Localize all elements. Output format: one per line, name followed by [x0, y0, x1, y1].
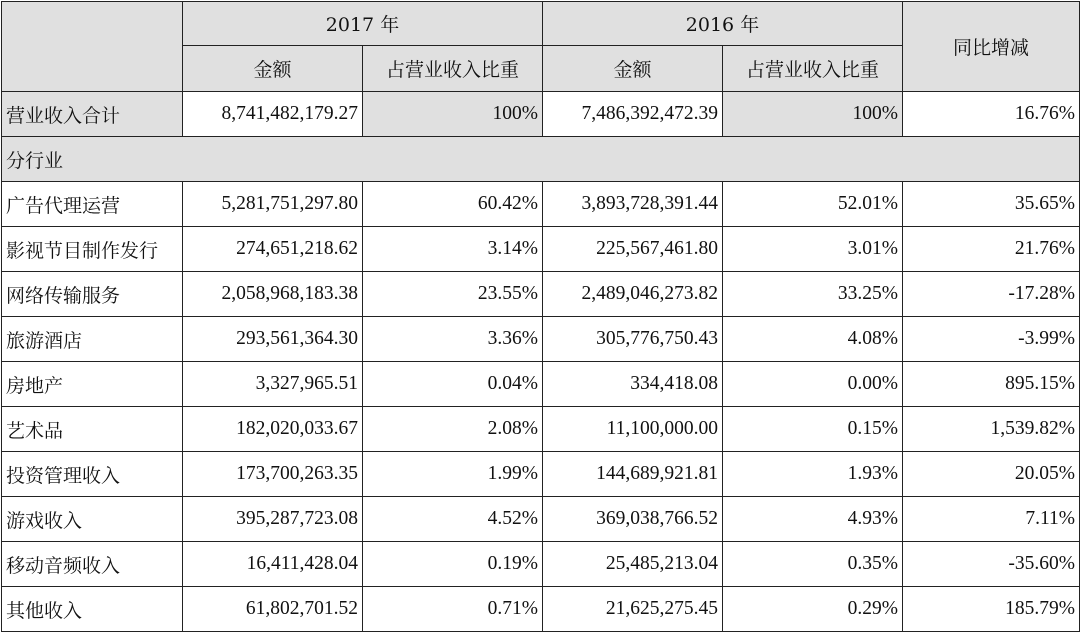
section-label: 分行业 — [2, 137, 1080, 182]
row-ratio-2017: 1.99% — [363, 452, 543, 497]
header-corner-cell — [2, 2, 183, 92]
row-change: 21.76% — [903, 227, 1080, 272]
row-amount-2016: 11,100,000.00 — [543, 407, 723, 452]
table-row — [2, 542, 1080, 587]
row-ratio-2016: 4.93% — [723, 497, 903, 542]
row-ratio-2016: 0.15% — [723, 407, 903, 452]
row-ratio-2017: 4.52% — [363, 497, 543, 542]
row-change: 895.15% — [903, 362, 1080, 407]
row-ratio-2017: 60.42% — [363, 182, 543, 227]
total-change: 16.76% — [903, 92, 1080, 137]
row-change: 20.05% — [903, 452, 1080, 497]
row-ratio-2017: 3.14% — [363, 227, 543, 272]
table-row — [2, 362, 1080, 407]
table-row — [2, 407, 1080, 452]
row-ratio-2017: 0.71% — [363, 587, 543, 632]
row-amount-2017: 395,287,723.08 — [183, 497, 363, 542]
header-amount-2017: 金额 — [183, 46, 363, 92]
header-year-2017: 2017 年 — [183, 2, 543, 46]
row-ratio-2016: 0.29% — [723, 587, 903, 632]
row-amount-2016: 2,489,046,273.82 — [543, 272, 723, 317]
total-row — [2, 92, 1080, 137]
row-label: 旅游酒店 — [2, 317, 183, 362]
row-amount-2017: 274,651,218.62 — [183, 227, 363, 272]
header-row-years — [2, 2, 1080, 46]
revenue-table — [1, 1, 1080, 632]
total-label: 营业收入合计 — [2, 92, 183, 137]
row-amount-2017: 16,411,428.04 — [183, 542, 363, 587]
row-amount-2017: 61,802,701.52 — [183, 587, 363, 632]
section-row — [2, 137, 1080, 182]
total-amount-2017: 8,741,482,179.27 — [183, 92, 363, 137]
row-label: 移动音频收入 — [2, 542, 183, 587]
row-amount-2016: 305,776,750.43 — [543, 317, 723, 362]
row-change: -3.99% — [903, 317, 1080, 362]
row-ratio-2017: 0.04% — [363, 362, 543, 407]
total-ratio-2016: 100% — [723, 92, 903, 137]
header-year-2016: 2016 年 — [543, 2, 903, 46]
row-label: 游戏收入 — [2, 497, 183, 542]
row-ratio-2017: 23.55% — [363, 272, 543, 317]
row-label: 艺术品 — [2, 407, 183, 452]
row-amount-2017: 173,700,263.35 — [183, 452, 363, 497]
row-label: 网络传输服务 — [2, 272, 183, 317]
row-change: -35.60% — [903, 542, 1080, 587]
table-row — [2, 272, 1080, 317]
table-row — [2, 497, 1080, 542]
row-amount-2017: 182,020,033.67 — [183, 407, 363, 452]
table-row — [2, 317, 1080, 362]
row-ratio-2016: 4.08% — [723, 317, 903, 362]
header-ratio-2016: 占营业收入比重 — [723, 46, 903, 92]
row-change: 35.65% — [903, 182, 1080, 227]
row-ratio-2016: 0.00% — [723, 362, 903, 407]
row-label: 广告代理运营 — [2, 182, 183, 227]
row-label: 影视节目制作发行 — [2, 227, 183, 272]
row-amount-2016: 369,038,766.52 — [543, 497, 723, 542]
row-change: 7.11% — [903, 497, 1080, 542]
total-ratio-2017: 100% — [363, 92, 543, 137]
header-yoy-change: 同比增减 — [903, 2, 1080, 92]
table-row — [2, 587, 1080, 632]
row-amount-2016: 334,418.08 — [543, 362, 723, 407]
header-ratio-2017: 占营业收入比重 — [363, 46, 543, 92]
table-row — [2, 227, 1080, 272]
row-ratio-2016: 1.93% — [723, 452, 903, 497]
row-amount-2016: 3,893,728,391.44 — [543, 182, 723, 227]
row-ratio-2017: 2.08% — [363, 407, 543, 452]
row-ratio-2017: 3.36% — [363, 317, 543, 362]
row-amount-2017: 3,327,965.51 — [183, 362, 363, 407]
row-amount-2017: 2,058,968,183.38 — [183, 272, 363, 317]
row-change: -17.28% — [903, 272, 1080, 317]
row-amount-2016: 25,485,213.04 — [543, 542, 723, 587]
row-change: 185.79% — [903, 587, 1080, 632]
row-label: 投资管理收入 — [2, 452, 183, 497]
row-label: 房地产 — [2, 362, 183, 407]
row-ratio-2016: 52.01% — [723, 182, 903, 227]
row-amount-2016: 144,689,921.81 — [543, 452, 723, 497]
row-amount-2017: 293,561,364.30 — [183, 317, 363, 362]
total-amount-2016: 7,486,392,472.39 — [543, 92, 723, 137]
row-amount-2016: 21,625,275.45 — [543, 587, 723, 632]
row-change: 1,539.82% — [903, 407, 1080, 452]
table-row — [2, 182, 1080, 227]
row-ratio-2016: 33.25% — [723, 272, 903, 317]
row-ratio-2017: 0.19% — [363, 542, 543, 587]
row-amount-2017: 5,281,751,297.80 — [183, 182, 363, 227]
row-ratio-2016: 0.35% — [723, 542, 903, 587]
table-row — [2, 452, 1080, 497]
header-amount-2016: 金额 — [543, 46, 723, 92]
row-amount-2016: 225,567,461.80 — [543, 227, 723, 272]
row-label: 其他收入 — [2, 587, 183, 632]
row-ratio-2016: 3.01% — [723, 227, 903, 272]
